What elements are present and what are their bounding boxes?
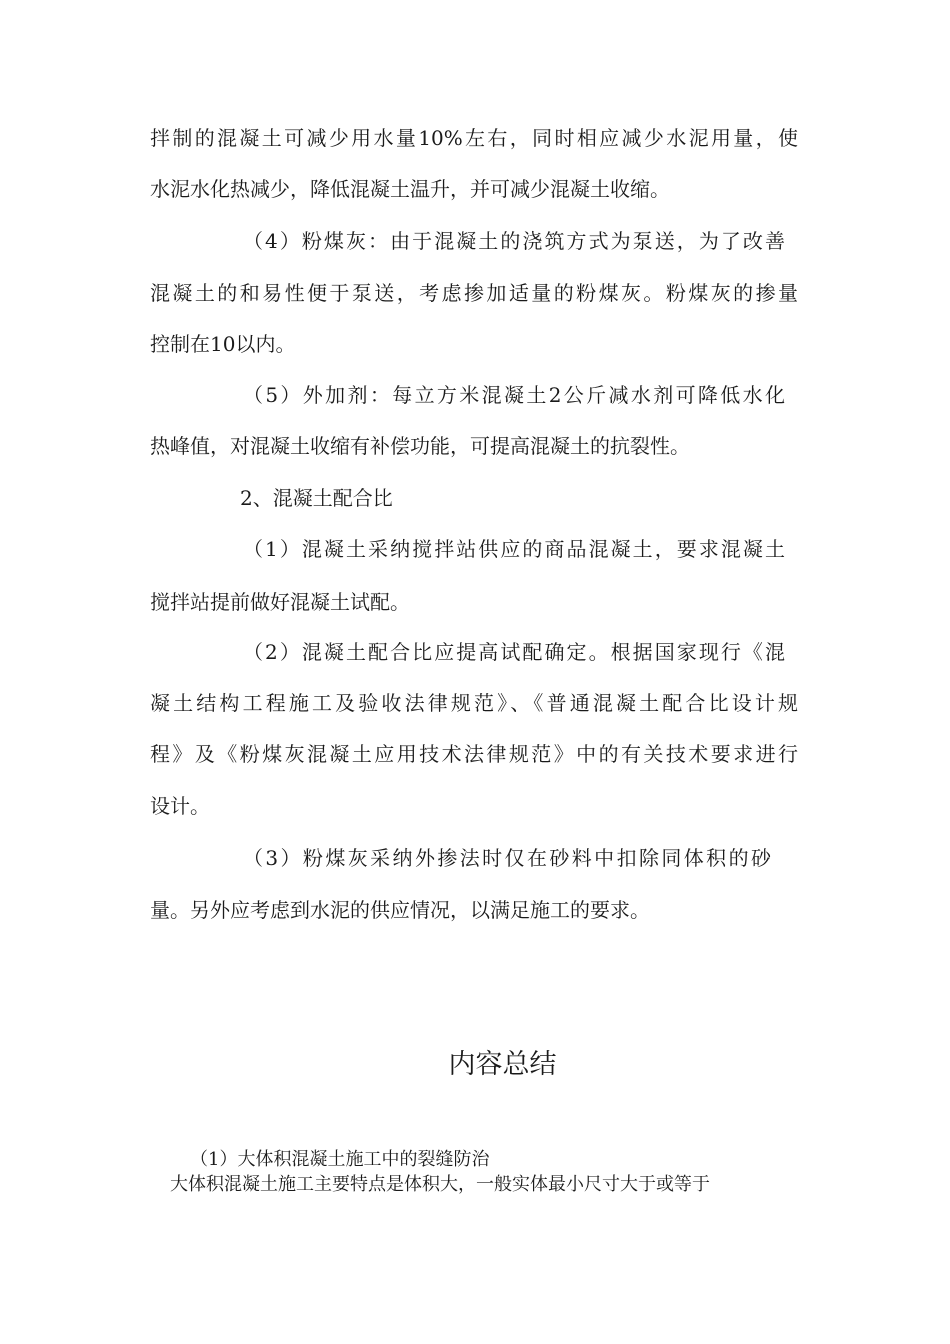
body-line: 拌制的混凝土可减少用水量10%左右，同时相应减少水泥用量，使 [150, 126, 798, 150]
summary-text: 大体积混凝土施工主要特点是体积大，一般实体最小尺寸大于或等于 [170, 1174, 710, 1195]
body-line: 混凝土的和易性便于泵送，考虑掺加适量的粉煤灰。粉煤灰的掺量 [150, 281, 798, 305]
body-line: （2）混凝土配合比应提高试配确定。根据国家现行《混 [243, 640, 785, 664]
body-line: （3）粉煤灰采纳外掺法时仅在砂料中扣除同体积的砂 [243, 846, 771, 870]
body-line: 设计。 [150, 794, 210, 818]
body-line: 控制在10以内。 [150, 332, 296, 356]
summary-title: 内容总结 [448, 1049, 557, 1080]
body-line: 程》及《粉煤灰混凝土应用技术法律规范》中的有关技术要求进行 [150, 742, 798, 766]
body-line: 量。另外应考虑到水泥的供应情况，以满足施工的要求。 [150, 898, 650, 922]
summary-heading: （1）大体积混凝土施工中的裂缝防治 [190, 1149, 490, 1170]
body-line: （5）外加剂：每立方米混凝土2公斤减水剂可降低水化 [243, 383, 785, 407]
body-line: 搅拌站提前做好混凝土试配。 [150, 590, 410, 614]
body-line: （4）粉煤灰：由于混凝土的浇筑方式为泵送，为了改善 [243, 229, 785, 253]
body-line: 热峰值，对混凝土收缩有补偿功能，可提高混凝土的抗裂性。 [150, 434, 690, 458]
section-heading: 2、混凝土配合比 [240, 486, 393, 510]
body-line: （1）混凝土采纳搅拌站供应的商品混凝土，要求混凝土 [243, 537, 785, 561]
body-line: 水泥水化热减少，降低混凝土温升，并可减少混凝土收缩。 [150, 177, 670, 201]
body-line: 凝土结构工程施工及验收法律规范》、《普通混凝土配合比设计规 [150, 691, 798, 715]
